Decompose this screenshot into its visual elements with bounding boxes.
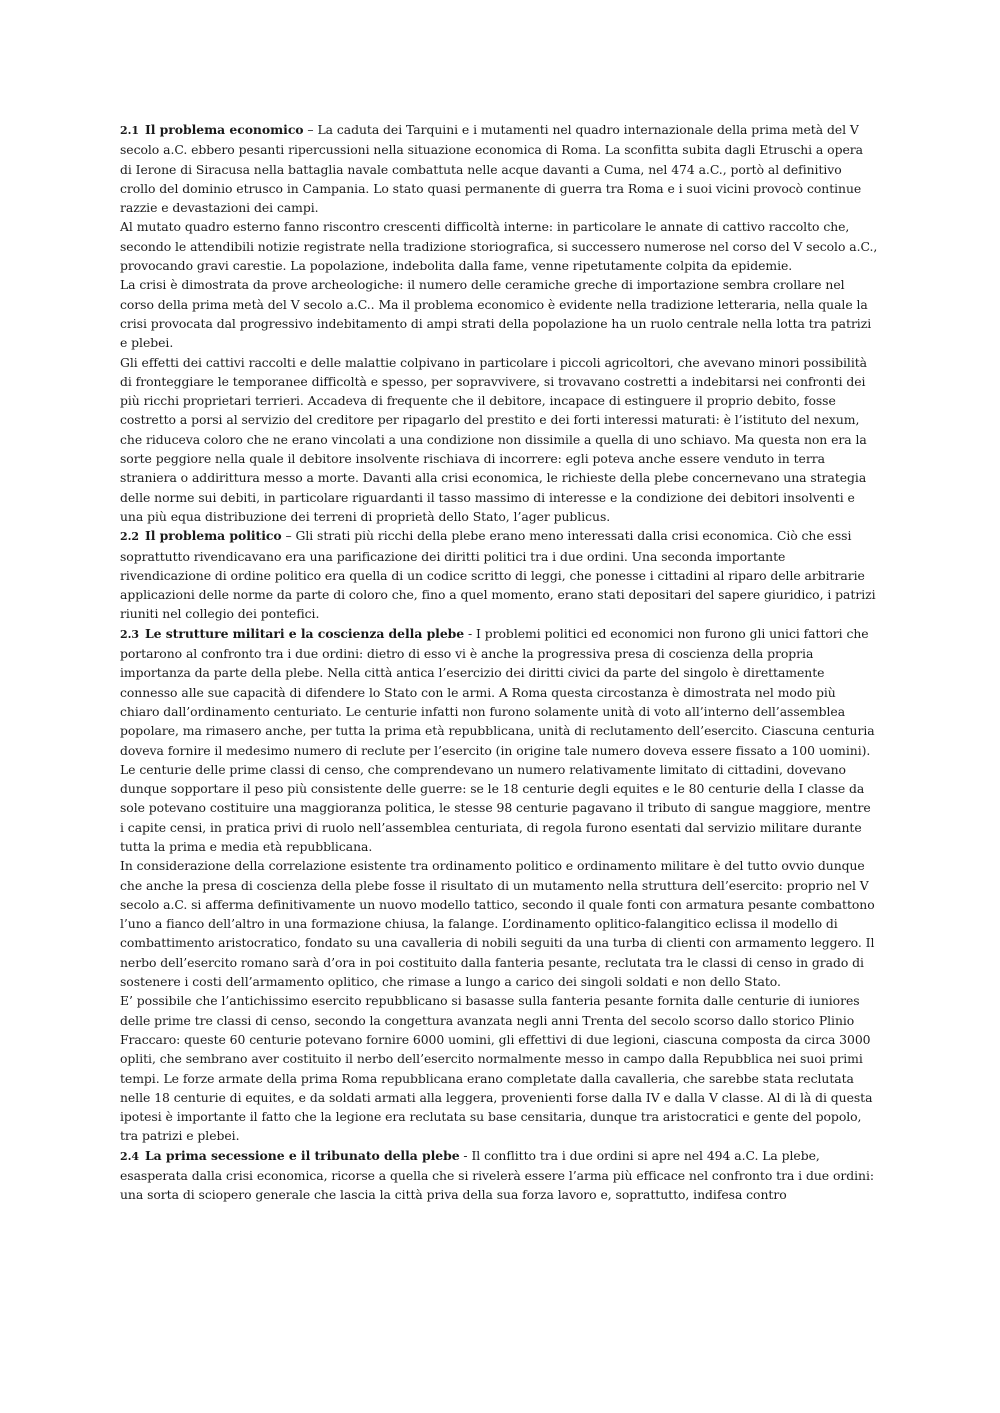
section-number: 2.1 [120,124,139,137]
body-paragraph: In considerazione della correlazione esistente tra ordinamento politico e ordinamento militare è del tutto ovvio dunque che anche la presa di coscienza della plebe fosse il risultato di un mutamento nella struttura dell’esercito: proprio nel V secolo a.C. si afferma definitivamente un nuovo modello tattico, secondo il quale fonti con armatura pesante combattono l’uno a fianco dell’altro in una formazione chiusa, la falange. L’ordinamento oplitico-falangitico eclissa il modello di combattimento aristocratico, fondato su una cavalleria di nobili seguiti da una turba di clienti con armamento leggero. Il nerbo dell’esercito romano sarà d’ora in poi costituito dalla fanteria pesante, reclutata tra le classi di censo in grado di sostenere i costi dell’armamento oplitico, che rimase a lungo a carico dei singoli soldati e non dello Stato. [120,858,875,990]
section-title: Le strutture militari e la coscienza della plebe [145,625,465,641]
section-2-2 [120,526,878,623]
section-title: Il problema politico [145,528,282,544]
section-title: La prima secessione e il tribunato della plebe [145,1147,460,1163]
section-lead-paragraph [120,624,878,857]
section-lead-text: - I problemi politici ed economici non furono gli unici fattori che portarono al confronto tra i due ordini: dietro di esso vi è anche la progressiva presa di coscienza della propria importanza da parte della plebe. Nella città antica l’esercizio dei diritti civici da parte del singolo è direttamente connesso alle sue capacità di difendere lo Stato con le armi. A Roma questa circostanza è dimostrata nel modo più chiaro dall’ordinamento centuriato. Le centurie infatti non furono solamente unità di voto all’interno dell’assemblea popolare, ma rimasero anche, per tutta la prima età repubblicana, unità di reclutamento dell’esercito. Ciascuna centuria doveva fornire il medesimo numero di reclute per l’esercito (in origine tale numero doveva essere fissato a 100 uomini). Le centurie delle prime classi di censo, che comprendevano un numero relativamente limitato di cittadini, dovevano dunque sopportare il peso più consistente delle guerre: se le 18 centurie degli equites e le 80 centurie della I classe da sole potevano costituire una maggioranza politica, le stesse 98 centurie pagavano il tributo di sangue maggiore, mentre i capite censi, in pratica privi di ruolo nell’assemblea centuriata, di regola furono esentati dal servizio militare durante tutta la prima e media età repubblicana. [120,625,875,854]
body-paragraph: Al mutato quadro esterno fanno riscontro crescenti difficoltà interne: in particolare le annate di cattivo raccolto che, secondo le attendibili notizie registrate nella tradizione storiografica, si successero numerose nel corso del V secolo a.C., provocando gravi carestie. La popolazione, indebolita dalla fame, venne ripetutamente colpita da epidemie. [120,219,878,274]
section-lead-text: – La caduta dei Tarquini e i mutamenti nel quadro internazionale della prima metà del V secolo a.C. ebbero pesanti ripercussioni nella situazione economica di Roma. La sconfitta subita dagli Etruschi a opera di Ierone di Siracusa nella battaglia navale combattuta nelle acque davanti a Cuma, nel 474 a.C., portò al definitivo crollo del dominio etrusco in Campania. Lo stato quasi permanente di guerra tra Roma e i suoi vicini provocò continue razzie e devastazioni dei campi. [120,122,863,216]
section-lead-paragraph [120,120,878,217]
section-title: Il problema economico [145,122,304,137]
section-2-4 [120,1146,878,1205]
section-lead-text: – Gli strati più ricchi della plebe erano meno interessati dalla crisi economica. Ciò che essi soprattutto rivendicavano era una parificazione dei diritti politici tra i due ordini. Una seconda importante rivendicazione di ordine politico era quella di un codice scritto di leggi, che ponesse i cittadini al riparo delle arbitrarie applicazioni delle norme da parte di coloro che, fino a quel momento, erano stati depositari del sapere giuridico, i patrizi riuniti nel collegio dei pontefici. [120,528,876,622]
document-page [120,120,878,1205]
section-2-1 [120,120,878,526]
section-lead-paragraph [120,1146,878,1205]
section-number: 2.4 [120,1149,139,1163]
body-paragraph: La crisi è dimostrata da prove archeologiche: il numero delle ceramiche greche di importazione sembra crollare nel corso della prima metà del V secolo a.C.. Ma il problema economico è evidente nella tradizione letteraria, nella quale la crisi provocata dal progressivo indebitamento di ampi strati della popolazione ha un ruolo centrale nella lotta tra patrizi e plebei. [120,277,872,351]
section-lead-paragraph [120,526,878,623]
section-2-3 [120,624,878,1146]
section-number: 2.3 [120,627,139,641]
section-lead-text: - Il conflitto tra i due ordini si apre nel 494 a.C. La plebe, esasperata dalla crisi economica, ricorse a quella che si rivelerà essere l’arma più efficace nel confronto tra i due ordini: una sorta di sciopero generale che lascia la città priva della sua forza lavoro e, soprattutto, indifesa contro [120,1147,874,1203]
body-paragraph: E’ possibile che l’antichissimo esercito repubblicano si basasse sulla fanteria pesante fornita dalle centurie di iuniores delle prime tre classi di censo, secondo la congettura avanzata negli anni Trenta del secolo scorso dallo storico Plinio Fraccaro: queste 60 centurie potevano fornire 6000 uomini, gli effettivi di due legioni, ciascuna composta da circa 3000 opliti, che sembrano aver costituito il nerbo dell’esercito normalmente messo in campo dalla Repubblica nei suoi primi tempi. Le forze armate della prima Roma repubblicana erano completate dalla cavalleria, che sarebbe stata reclutata nelle 18 centurie di equites, e da soldati armati alla leggera, provenienti forse dalla IV e dalla V classe. Al di là di questa ipotesi è importante il fatto che la legione era reclutata su base censitaria, dunque tra aristocratici e gente del popolo, tra patrizi e plebei. [120,993,873,1144]
body-paragraph: Gli effetti dei cattivi raccolti e delle malattie colpivano in particolare i piccoli agricoltori, che avevano minori possibilità di fronteggiare le temporanee difficoltà e spesso, per sopravvivere, si trovavano costretti a indebitarsi nei confronti dei più ricchi proprietari terrieri. Accadeva di frequente che il debitore, incapace di estinguere il proprio debito, fosse costretto a porsi al servizio del creditore per ripagarlo del prestito e dei forti interessi maturati: è l’istituto del nexum, che riduceva coloro che ne erano vincolati a una condizione non dissimile a quella di uno schiavo. Ma questa non era la sorte peggiore nella quale il debitore insolvente rischiava di incorrere: egli poteva anche essere venduto in terra straniera o addirittura messo a morte. Davanti alla crisi economica, le richieste della plebe concernevano una strategia delle norme sui debiti, in particolare riguardanti il tasso massimo di interesse e la condizione dei debitori insolventi e una più equa distribuzione dei terreni di proprietà dello Stato, l’ager publicus. [120,354,867,524]
section-number: 2.2 [120,530,139,544]
